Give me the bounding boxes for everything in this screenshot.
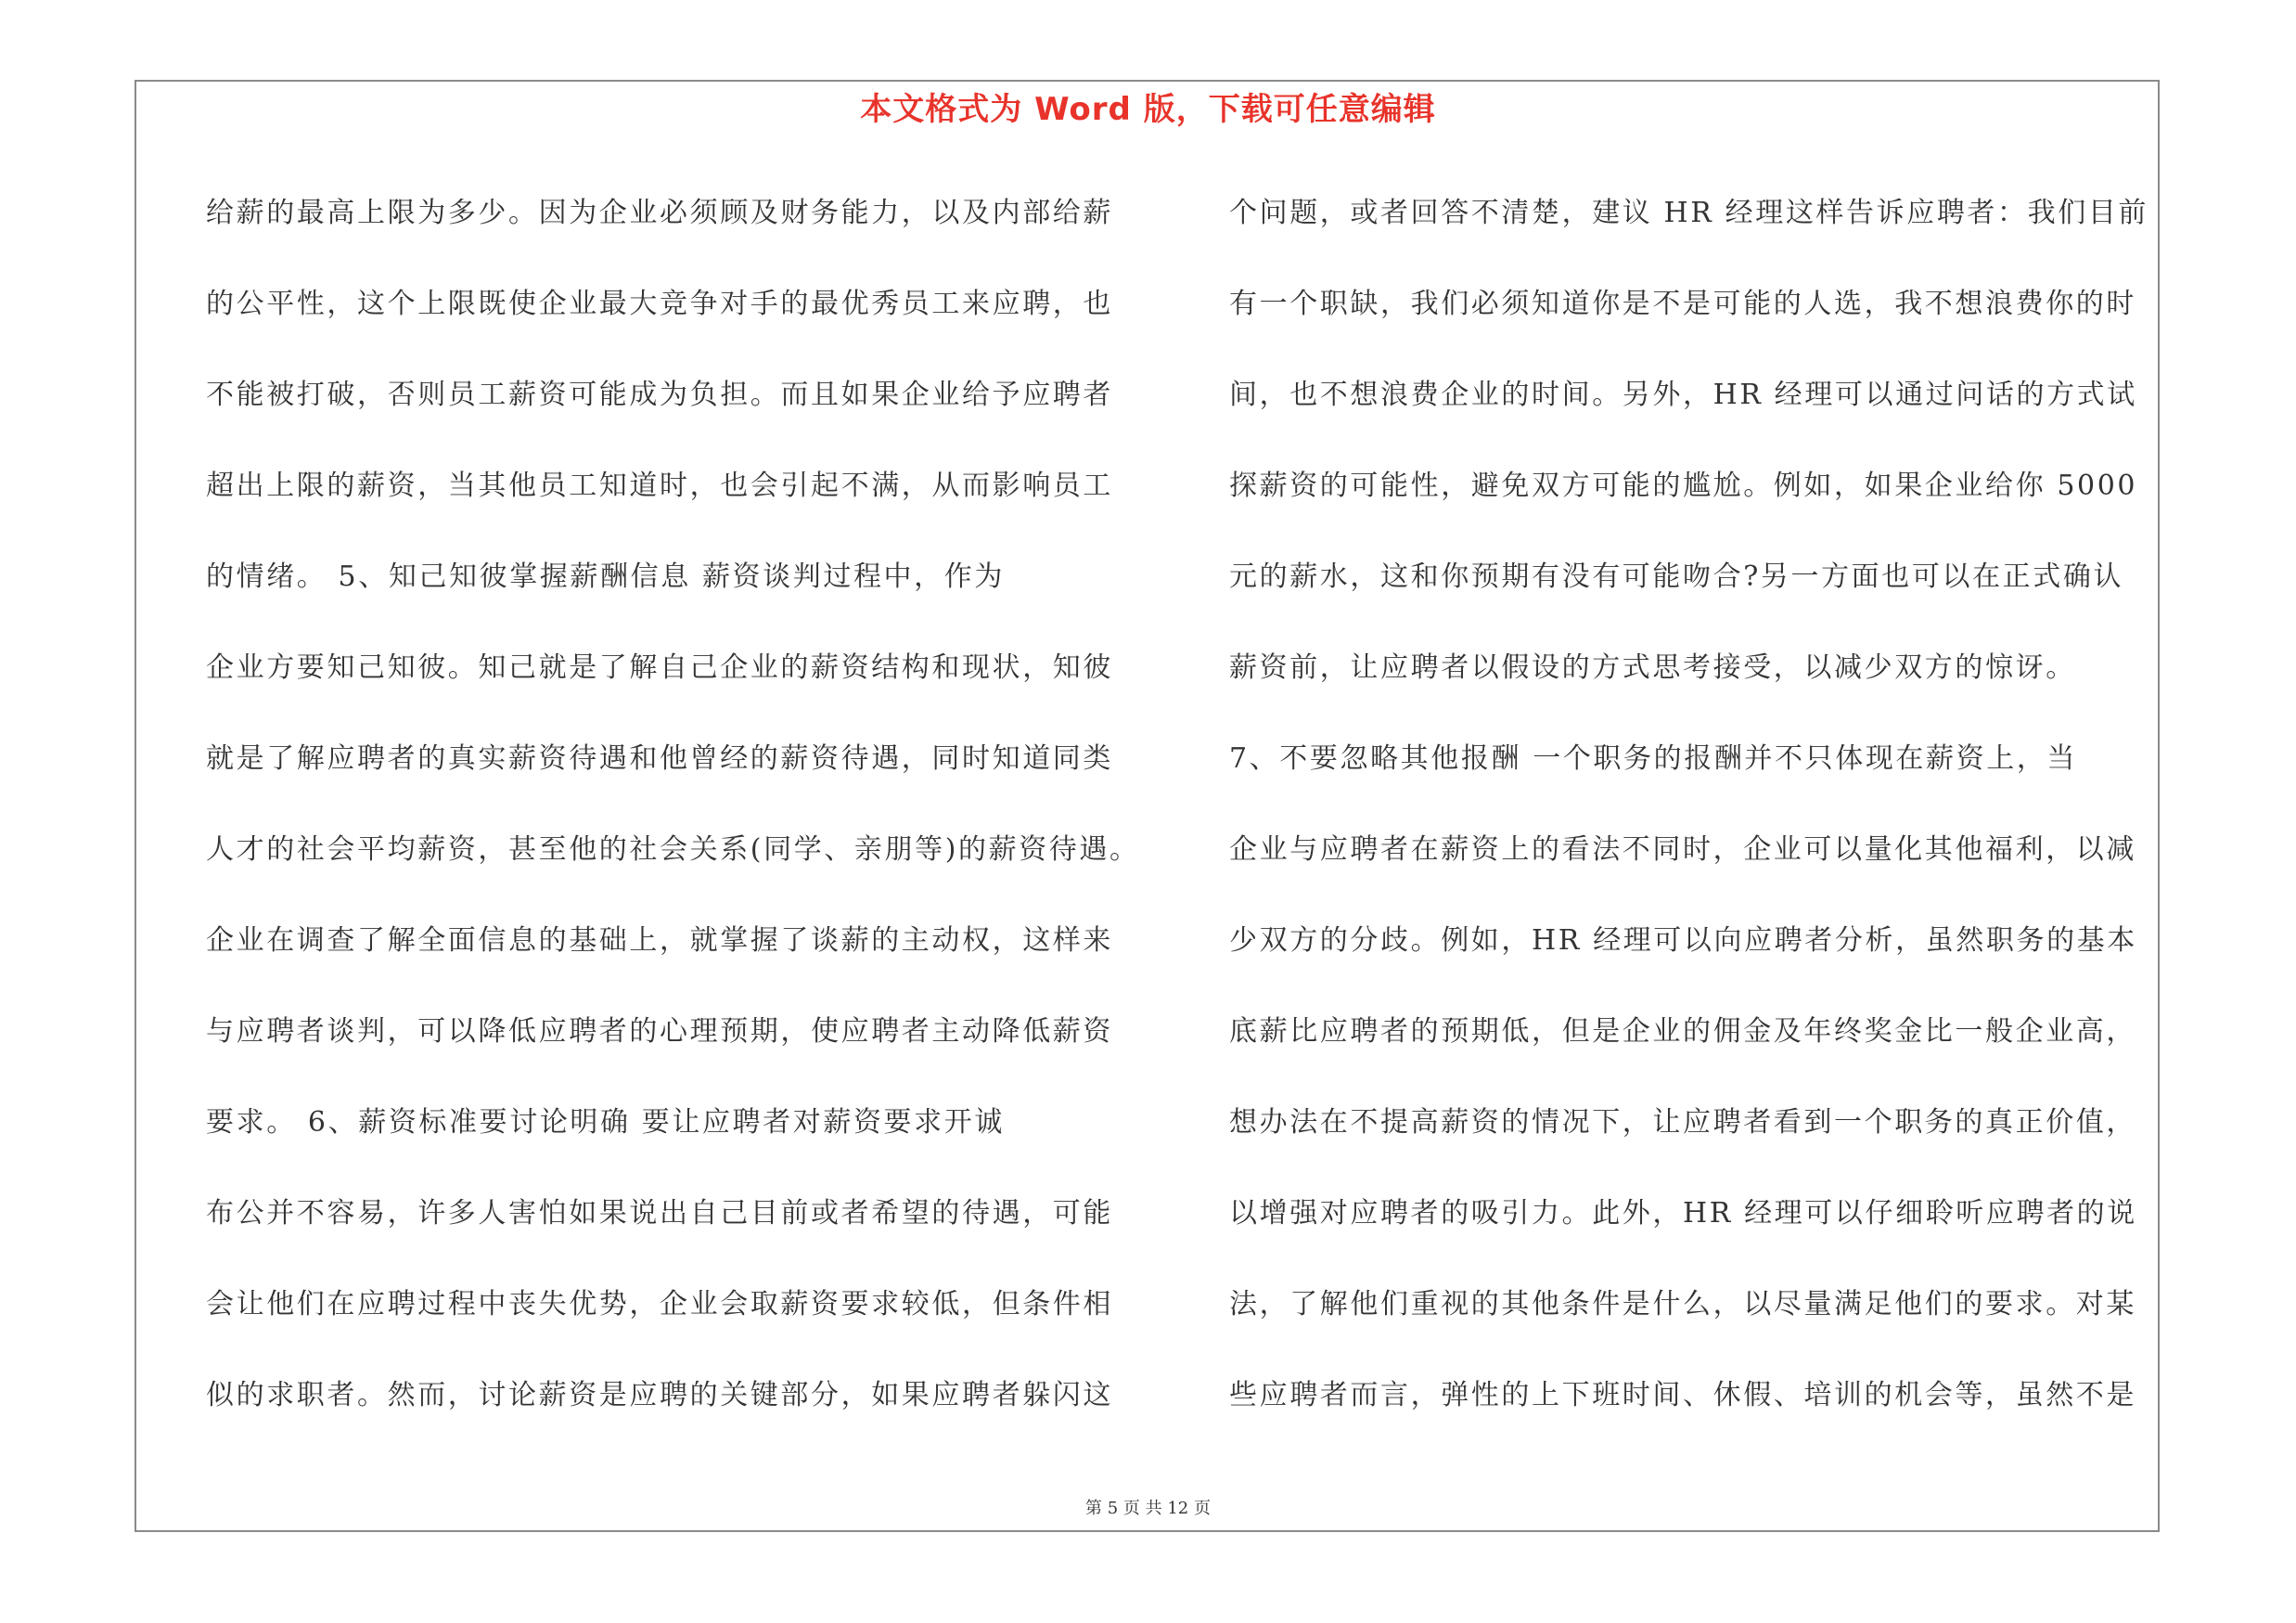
text-line: 有一个职缺，我们必须知道你是不是可能的人选，我不想浪费你的时 [1229, 288, 2136, 320]
text-line: 以增强对应聘者的吸引力。此外，HR 经理可以仔细聆听应聘者的说 [1229, 1197, 2137, 1230]
text-line: 就是了解应聘者的真实薪资待遇和他曾经的薪资待遇，同时知道同类 [206, 742, 1113, 775]
text-line: 的情绪。 5、知己知彼掌握薪酬信息 薪资谈判过程中，作为 [206, 560, 1005, 593]
text-line: 个问题，或者回答不清楚，建议 HR 经理这样告诉应聘者：我们目前 [1229, 197, 2149, 229]
text-line: 7、不要忽略其他报酬 一个职务的报酬并不只体现在薪资上，当 [1229, 742, 2078, 775]
text-line: 间，也不想浪费企业的时间。另外，HR 经理可以通过问话的方式试 [1229, 379, 2137, 411]
text-line: 的公平性，这个上限既使企业最大竞争对手的最优秀员工来应聘，也 [206, 288, 1113, 320]
text-line: 想办法在不提高薪资的情况下，让应聘者看到一个职务的真正价值， [1229, 1106, 2136, 1139]
text-line: 与应聘者谈判，可以降低应聘者的心理预期，使应聘者主动降低薪资 [206, 1015, 1113, 1048]
text-line: 不能被打破，否则员工薪资可能成为负担。而且如果企业给予应聘者 [206, 379, 1113, 411]
text-line: 法，了解他们重视的其他条件是什么，以尽量满足他们的要求。对某 [1229, 1288, 2136, 1320]
text-line: 人才的社会平均薪资，甚至他的社会关系(同学、亲朋等)的薪资待遇。 [206, 833, 1140, 866]
format-notice-banner: 本文格式为 Word 版，下载可任意编辑 [860, 91, 1436, 128]
text-line: 布公并不容易，许多人害怕如果说出自己目前或者希望的待遇，可能 [206, 1197, 1113, 1230]
text-line: 要求。 6、薪资标准要讨论明确 要让应聘者对薪资要求开诚 [206, 1106, 1005, 1139]
text-line: 企业方要知己知彼。知己就是了解自己企业的薪资结构和现状，知彼 [206, 651, 1113, 684]
text-line: 超出上限的薪资，当其他员工知道时，也会引起不满，从而影响员工 [206, 470, 1113, 502]
text-line: 元的薪水，这和你预期有没有可能吻合?另一方面也可以在正式确认 [1229, 560, 2124, 593]
text-line: 给薪的最高上限为多少。因为企业必须顾及财务能力，以及内部给薪 [206, 197, 1113, 229]
text-line: 探薪资的可能性，避免双方可能的尴尬。例如，如果企业给你 5000 [1229, 470, 2138, 502]
text-line: 似的求职者。然而，讨论薪资是应聘的关键部分，如果应聘者躲闪这 [206, 1379, 1113, 1411]
text-line: 些应聘者而言，弹性的上下班时间、休假、培训的机会等，虽然不是 [1229, 1379, 2136, 1411]
text-line: 少双方的分歧。例如，HR 经理可以向应聘者分析，虽然职务的基本 [1229, 924, 2137, 957]
text-line: 薪资前，让应聘者以假设的方式思考接受，以减少双方的惊讶。 [1229, 651, 2076, 684]
text-line: 会让他们在应聘过程中丧失优势，企业会取薪资要求较低，但条件相 [206, 1288, 1113, 1320]
text-line: 企业与应聘者在薪资上的看法不同时，企业可以量化其他福利，以减 [1229, 833, 2136, 866]
text-line: 底薪比应聘者的预期低，但是企业的佣金及年终奖金比一般企业高， [1229, 1015, 2136, 1048]
text-line: 企业在调查了解全面信息的基础上，就掌握了谈薪的主动权，这样来 [206, 924, 1113, 957]
page-number-footer: 第 5 页 共 12 页 [1085, 1499, 1211, 1518]
